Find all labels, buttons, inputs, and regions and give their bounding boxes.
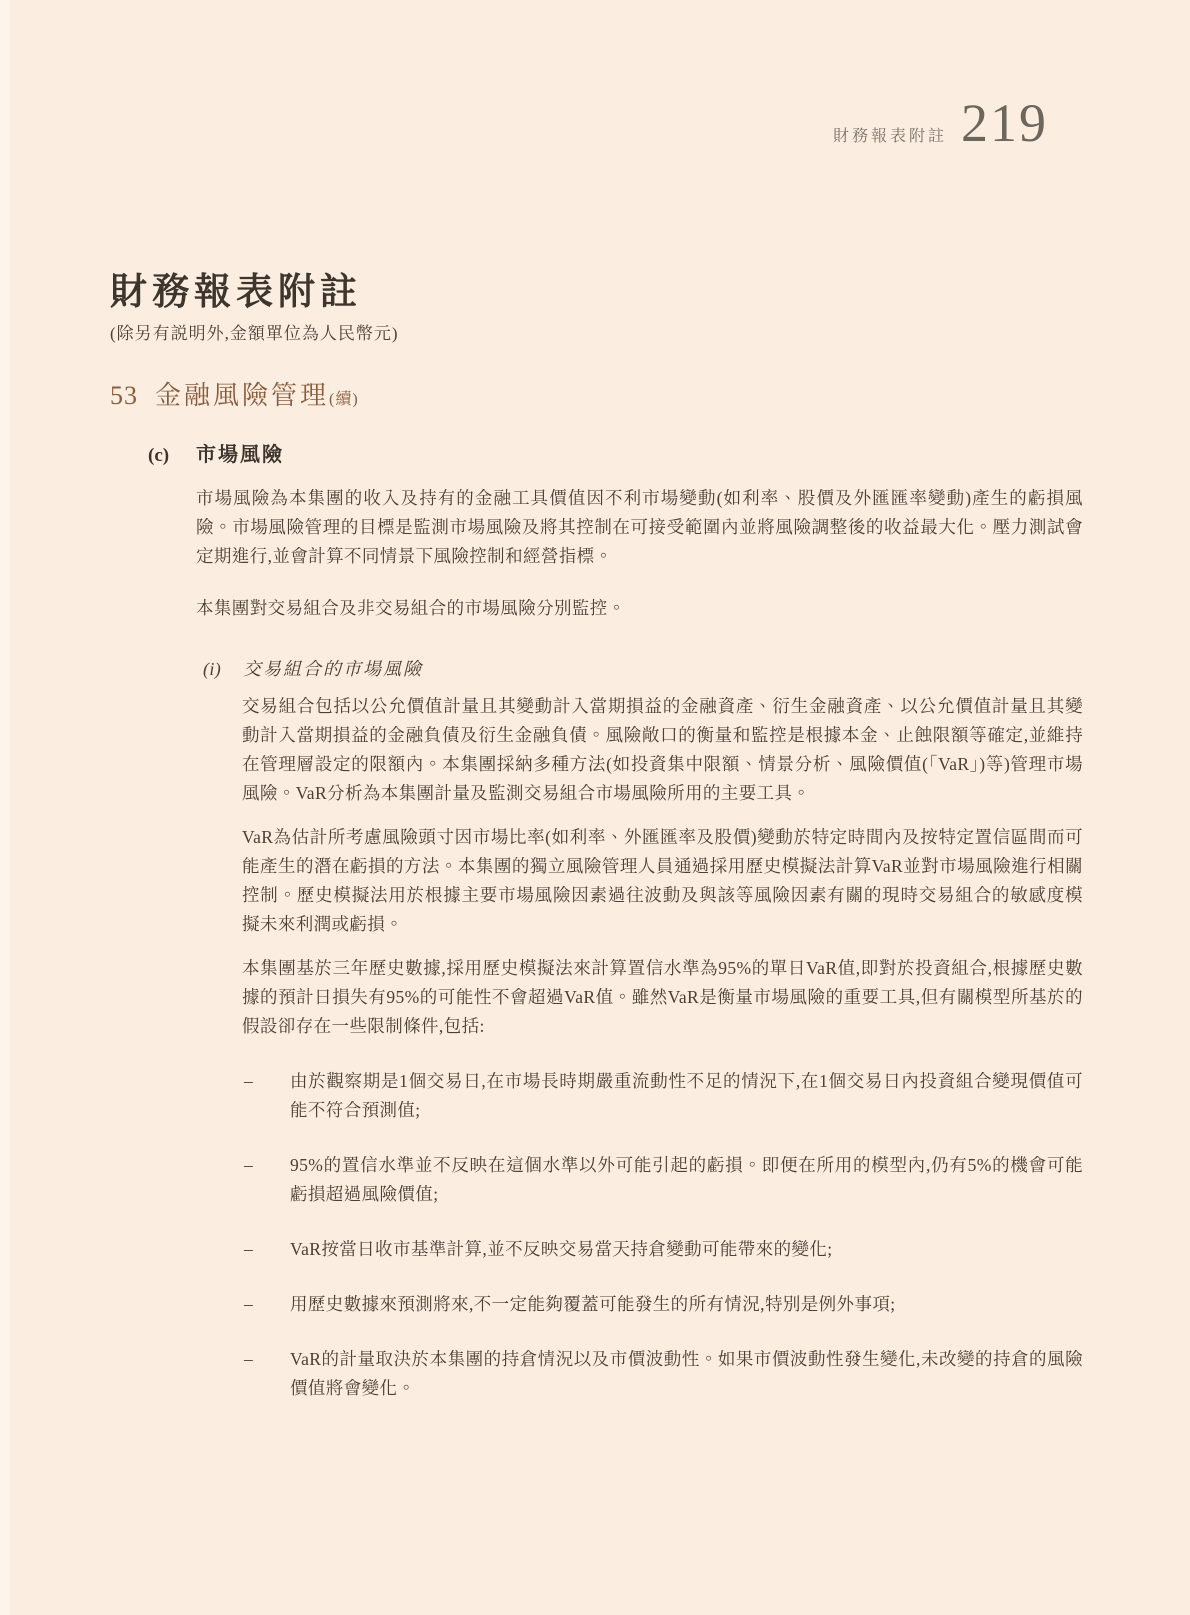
- page-subtitle: (除另有説明外,金額單位為人民幣元): [110, 324, 399, 343]
- list-item-text: VaR按當日收市基準計算,並不反映交易當天持倉變動可能帶來的變化;: [290, 1239, 833, 1259]
- running-header-label: 財務報表附註: [832, 128, 947, 145]
- subsection-heading: [148, 442, 1190, 469]
- dash-bullet-icon: –: [244, 1294, 254, 1314]
- item-label: (i): [203, 659, 222, 679]
- list-item-text: 由於觀察期是1個交易日,在市場長時期嚴重流動性不足的情況下,在1個交易日內投資組合變現價值可能不符合預測值;: [290, 1071, 1083, 1120]
- item-body: [242, 692, 1083, 1403]
- item-trading-portfolio-market-risk: [196, 656, 1083, 1403]
- section-title: [155, 380, 359, 416]
- paragraph: 本集團對交易組合及非交易組合的市場風險分別監控。: [196, 598, 626, 618]
- paragraph: 交易組合包括以公允價值計量且其變動計入當期損益的金融資產、衍生金融資產、以公允價值計量且其變動計入當期損益的金融負債及衍生金融負債。風險敞口的衡量和監控是根據本金、止蝕限額等確定,並維持在管理層設定的限額內。本集團採納多種方法(如投資集中限額、情景分析、風險價值(「VaR」)等)管理市場風險。VaR分析為本集團計量及監測交易組合市場風險所用的主要工具。: [242, 696, 1083, 803]
- list-item-text: 用歷史數據來預測將來,不一定能夠覆蓋可能發生的所有情況,特別是例外事項;: [290, 1294, 896, 1314]
- subsection-label: (c): [148, 445, 170, 466]
- section-title-text: 金融風險管理: [155, 381, 330, 410]
- limitations-list: [242, 1067, 1083, 1403]
- section-number: 53: [110, 381, 138, 410]
- list-item: [242, 1345, 1083, 1403]
- list-item: [242, 1151, 1083, 1209]
- list-item: [242, 1235, 1083, 1264]
- item-heading: [196, 656, 1083, 682]
- dash-bullet-icon: –: [244, 1239, 254, 1259]
- paragraph: 本集團基於三年歷史數據,採用歷史模擬法來計算置信水準為95%的單日VaR值,即對於投資組合,根據歷史數據的預計日損失有95%的可能性不會超過VaR值。雖然VaR是衡量市場風險的重要工具,但有關模型所基於的假設卻存在一些限制條件,包括:: [242, 958, 1083, 1036]
- running-header: [0, 0, 1190, 153]
- dash-bullet-icon: –: [244, 1349, 254, 1369]
- dash-bullet-icon: –: [244, 1155, 254, 1175]
- item-title: 交易組合的市場風險: [243, 659, 423, 679]
- paragraph: 市場風險為本集團的收入及持有的金融工具價值因不利市場變動(如利率、股價及外匯匯率變動)產生的虧損風險。市場風險管理的目標是監測市場風險及將其控制在可接受範圍內並將風險調整後的收益最大化。壓力測試會定期進行,並會計算不同情景下風險控制和經營指標。: [196, 488, 1083, 566]
- list-item: [242, 1290, 1083, 1319]
- section-heading: [110, 380, 1190, 416]
- list-item-text: 95%的置信水準並不反映在這個水準以外可能引起的虧損。即便在所用的模型內,仍有5%的機會可能虧損超過風險價值;: [290, 1155, 1083, 1204]
- list-item-text: VaR的計量取決於本集團的持倉情況以及市價波動性。如果市價波動性發生變化,未改變的持倉的風險價值將會變化。: [290, 1349, 1083, 1398]
- subsection-body: [196, 484, 1083, 1403]
- section-continued-suffix: (續): [329, 391, 359, 408]
- subsection-market-risk: [0, 442, 1190, 1403]
- subsection-title: 市場風險: [196, 444, 284, 466]
- page-number: 219: [961, 93, 1048, 153]
- paragraph: VaR為估計所考慮風險頭寸因市場比率(如利率、外匯匯率及股價)變動於特定時間內及按特定置信區間而可能產生的潛在虧損的方法。本集團的獨立風險管理人員通過採用歷史模擬法計算VaR並對市場風險進行相關控制。歷史模擬法用於根據主要市場風險因素過往波動及與該等風險因素有關的現時交易組合的敏感度模擬未來利潤或虧損。: [242, 827, 1083, 934]
- list-item: [242, 1067, 1083, 1125]
- dash-bullet-icon: –: [244, 1071, 254, 1091]
- page-title: 財務報表附註: [110, 272, 362, 313]
